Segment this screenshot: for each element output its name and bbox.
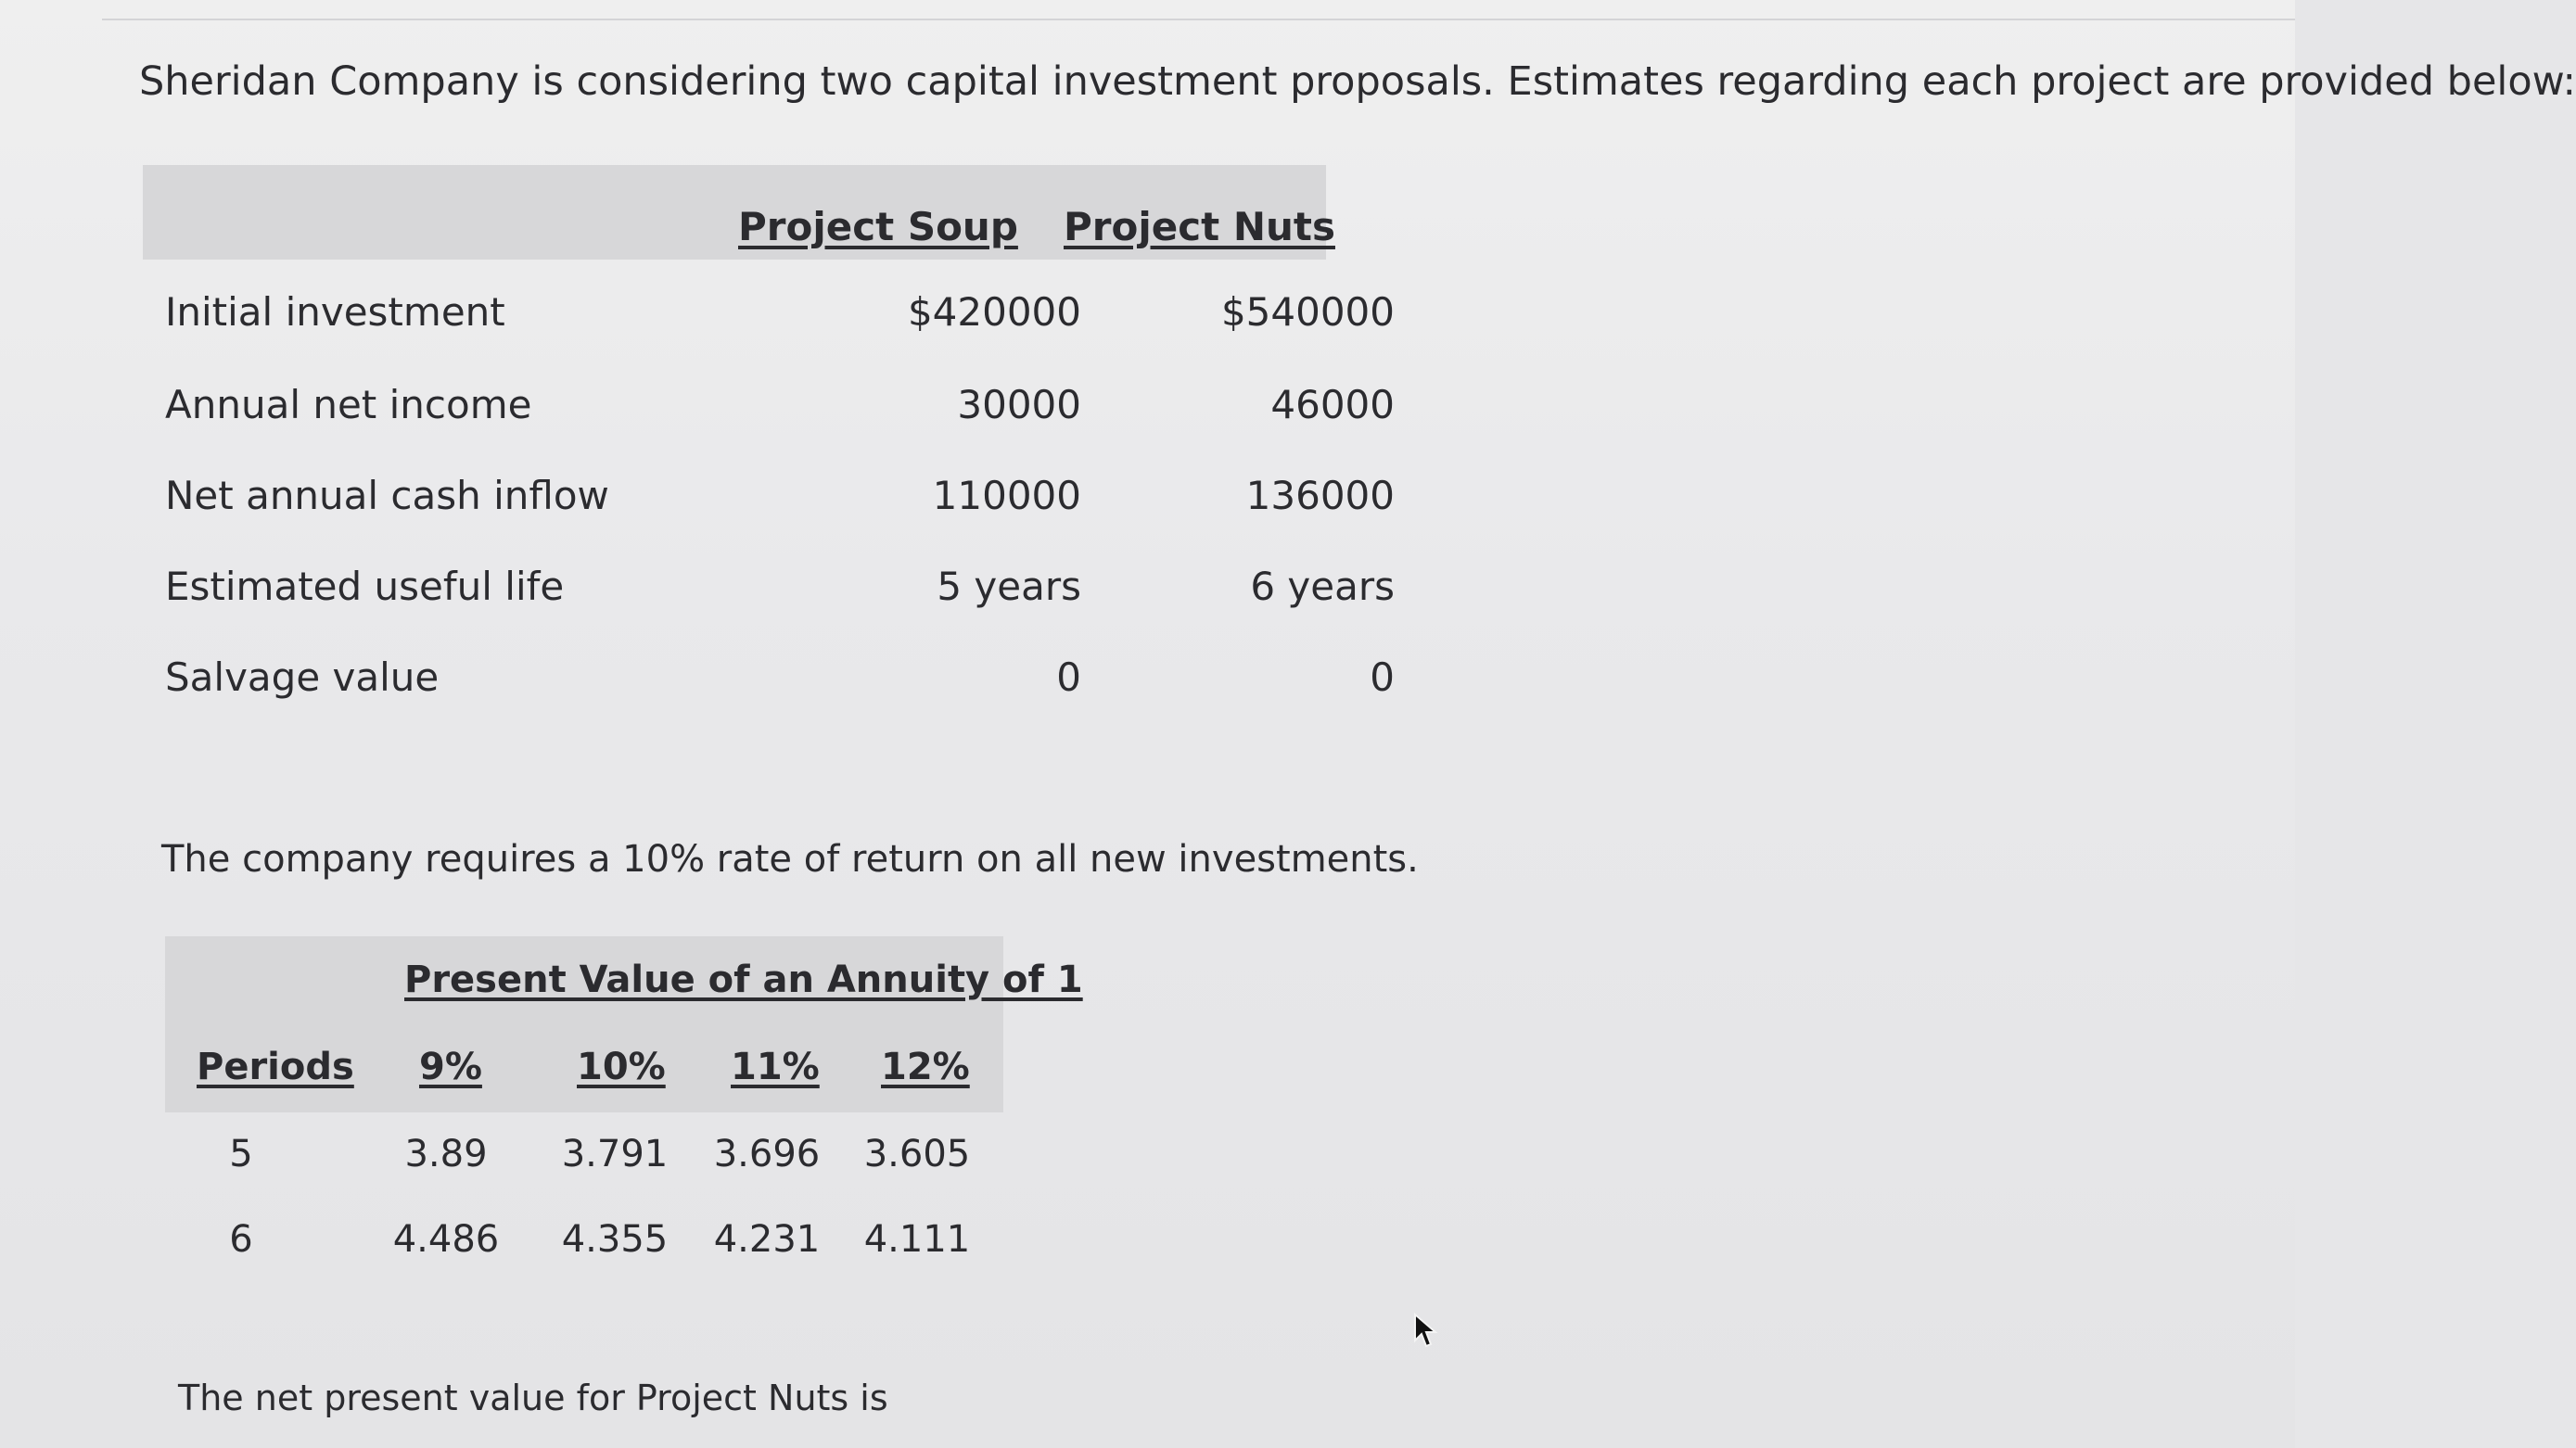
table-row [143, 280, 1395, 354]
row-label: Annual net income [165, 382, 532, 427]
col-periods: Periods [197, 1046, 354, 1088]
period-cell: 6 [229, 1218, 253, 1261]
rate-of-return-note: The company requires a 10% rate of return on all new investments. [161, 838, 1419, 881]
row-label: Initial investment [165, 289, 505, 335]
col-12pct: 12% [881, 1046, 970, 1088]
col-9pct: 9% [419, 1046, 482, 1088]
factor-cell: 3.791 [561, 1133, 669, 1175]
period-cell: 5 [229, 1133, 253, 1175]
mouse-cursor-icon [1413, 1313, 1441, 1350]
factor-cell: 4.355 [561, 1218, 669, 1261]
nuts-value: 46000 [1270, 382, 1395, 427]
factor-cell: 4.111 [863, 1218, 971, 1261]
table-row [143, 645, 1395, 719]
project-table-header [143, 165, 1335, 260]
row-label: Net annual cash inflow [165, 473, 609, 518]
factor-cell: 3.605 [863, 1133, 971, 1175]
factor-cell: 4.486 [392, 1218, 500, 1261]
table-row [143, 554, 1395, 629]
soup-value: 5 years [937, 564, 1081, 609]
row-label: Estimated useful life [165, 564, 565, 609]
nuts-value: $540000 [1220, 289, 1395, 335]
problem-intro: Sheridan Company is considering two capital investment proposals. Estimates regarding each project are provided below: [139, 58, 2576, 105]
soup-value: $420000 [907, 289, 1081, 335]
project-table [143, 165, 1395, 730]
col-11pct: 11% [731, 1046, 820, 1088]
factor-cell: 4.231 [713, 1218, 821, 1261]
row-label: Salvage value [165, 654, 440, 700]
table-row [143, 373, 1395, 447]
annuity-table [165, 936, 1083, 1307]
factor-cell: 3.696 [713, 1133, 821, 1175]
soup-value: 110000 [932, 473, 1081, 518]
nuts-value: 136000 [1245, 473, 1395, 518]
col-10pct: 10% [577, 1046, 666, 1088]
nuts-value: 6 years [1250, 564, 1395, 609]
nuts-value: 0 [1370, 654, 1395, 700]
npv-question: The net present value for Project Nuts is [178, 1378, 888, 1418]
annuity-title: Present Value of an Annuity of 1 [404, 959, 1083, 1001]
soup-value: 30000 [957, 382, 1081, 427]
factor-cell: 3.89 [404, 1133, 488, 1175]
header-project-nuts: Project Nuts [1064, 204, 1335, 249]
soup-value: 0 [1056, 654, 1081, 700]
header-project-soup: Project Soup [738, 204, 1018, 249]
divider [102, 19, 2295, 20]
table-row [143, 464, 1395, 538]
